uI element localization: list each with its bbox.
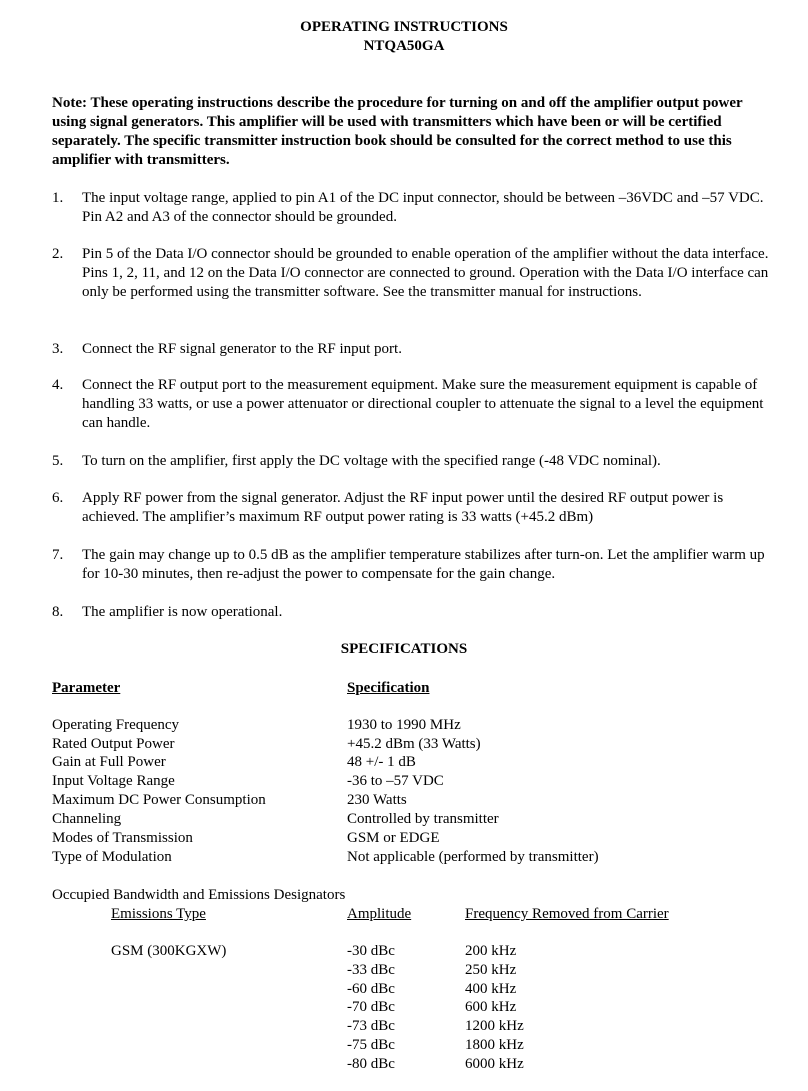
amplitude-header: Amplitude [347,906,412,922]
spec-param: Maximum DC Power Consumption [52,792,266,808]
spec-value: Controlled by transmitter [347,811,499,827]
spec-value: 1930 to 1990 MHz [347,717,461,733]
specification-column-header: Specification [347,680,430,696]
amplitude-value: -80 dBc [347,1056,395,1072]
emissions-heading: Occupied Bandwidth and Emissions Designators [52,887,346,903]
spec-param: Type of Modulation [52,849,172,865]
frequency-header: Frequency Removed from Carrier [465,906,669,922]
document-title: OPERATING INSTRUCTIONS [300,19,508,35]
spec-param: Channeling [52,811,122,827]
step-number: 5. [52,453,64,469]
amplitude-value: -75 dBc [347,1037,395,1053]
step-text: The amplifier is now operational. [82,604,283,620]
step-text: The input voltage range, applied to pin A1 of the DC input connector, should be between –36VDC and –57 VDC. Pin A2 and A3 of the connector should be grounded. [82,190,764,225]
frequency-value: 200 kHz [465,943,517,959]
spec-value: -36 to –57 VDC [347,773,444,789]
emissions-type: GSM (300KGXW) [111,943,227,959]
step-number: 7. [52,547,64,563]
spec-param: Modes of Transmission [52,830,193,846]
step-number: 2. [52,246,64,262]
step-text: Pin 5 of the Data I/O connector should be grounded to enable operation of the amplifier without the data interface. Pins 1, 2, 11, and 12 on the Data I/O connector are connected to ground. Operation with the Data I/O interface can only be performed using the transmitter software. See the transmitter manual for instructions. [82,246,769,300]
model-number: NTQA50GA [363,38,445,54]
step-text: The gain may change up to 0.5 dB as the amplifier temperature stabilizes after turn-on. Let the amplifier warm up for 10-30 minutes, then re-adjust the power to compensate for the gain change. [82,547,765,582]
step-number: 1. [52,190,64,206]
frequency-value: 6000 kHz [465,1056,524,1072]
frequency-value: 250 kHz [465,962,517,978]
amplitude-value: -73 dBc [347,1018,395,1034]
step-number: 6. [52,490,64,506]
step-text: Connect the RF signal generator to the RF input port. [82,341,402,357]
emissions-type-header: Emissions Type [111,906,206,922]
frequency-value: 1200 kHz [465,1018,524,1034]
step-number: 3. [52,341,64,357]
step-text: Connect the RF output port to the measurement equipment. Make sure the measurement equipment is capable of handling 33 watts, or use a power attenuator or directional coupler to attenuate the signal to a level the equipment can handle. [82,377,764,431]
spec-param: Input Voltage Range [52,773,175,789]
step-text: Apply RF power from the signal generator. Adjust the RF input power until the desired RF output power is achieved. The amplifier’s maximum RF output power rating is 33 watts (+45.2 dBm) [82,490,724,525]
spec-value: GSM or EDGE [347,830,440,846]
spec-value: 48 +/- 1 dB [347,754,416,770]
note-paragraph: Note: These operating instructions describe the procedure for turning on and off the amplifier output power using signal generators. This amplifier will be used with transmitters which have been or will be certified separately. The specific transmitter instruction book should be consulted for the correct method to use this amplifier with transmitters. [52,95,743,168]
spec-param: Gain at Full Power [52,754,166,770]
amplitude-value: -70 dBc [347,999,395,1015]
spec-param: Operating Frequency [52,717,180,733]
spec-value: Not applicable (performed by transmitter) [347,849,599,865]
spec-value: +45.2 dBm (33 Watts) [347,736,481,752]
parameter-column-header: Parameter [52,680,121,696]
amplitude-value: -30 dBc [347,943,395,959]
amplitude-value: -60 dBc [347,981,395,997]
frequency-value: 1800 kHz [465,1037,524,1053]
step-number: 8. [52,604,64,620]
frequency-value: 600 kHz [465,999,517,1015]
spec-value: 230 Watts [347,792,407,808]
step-text: To turn on the amplifier, first apply the DC voltage with the specified range (-48 VDC nominal). [82,453,661,469]
step-number: 4. [52,377,64,393]
amplitude-value: -33 dBc [347,962,395,978]
frequency-value: 400 kHz [465,981,517,997]
spec-param: Rated Output Power [52,736,175,752]
specifications-heading: SPECIFICATIONS [340,641,468,657]
